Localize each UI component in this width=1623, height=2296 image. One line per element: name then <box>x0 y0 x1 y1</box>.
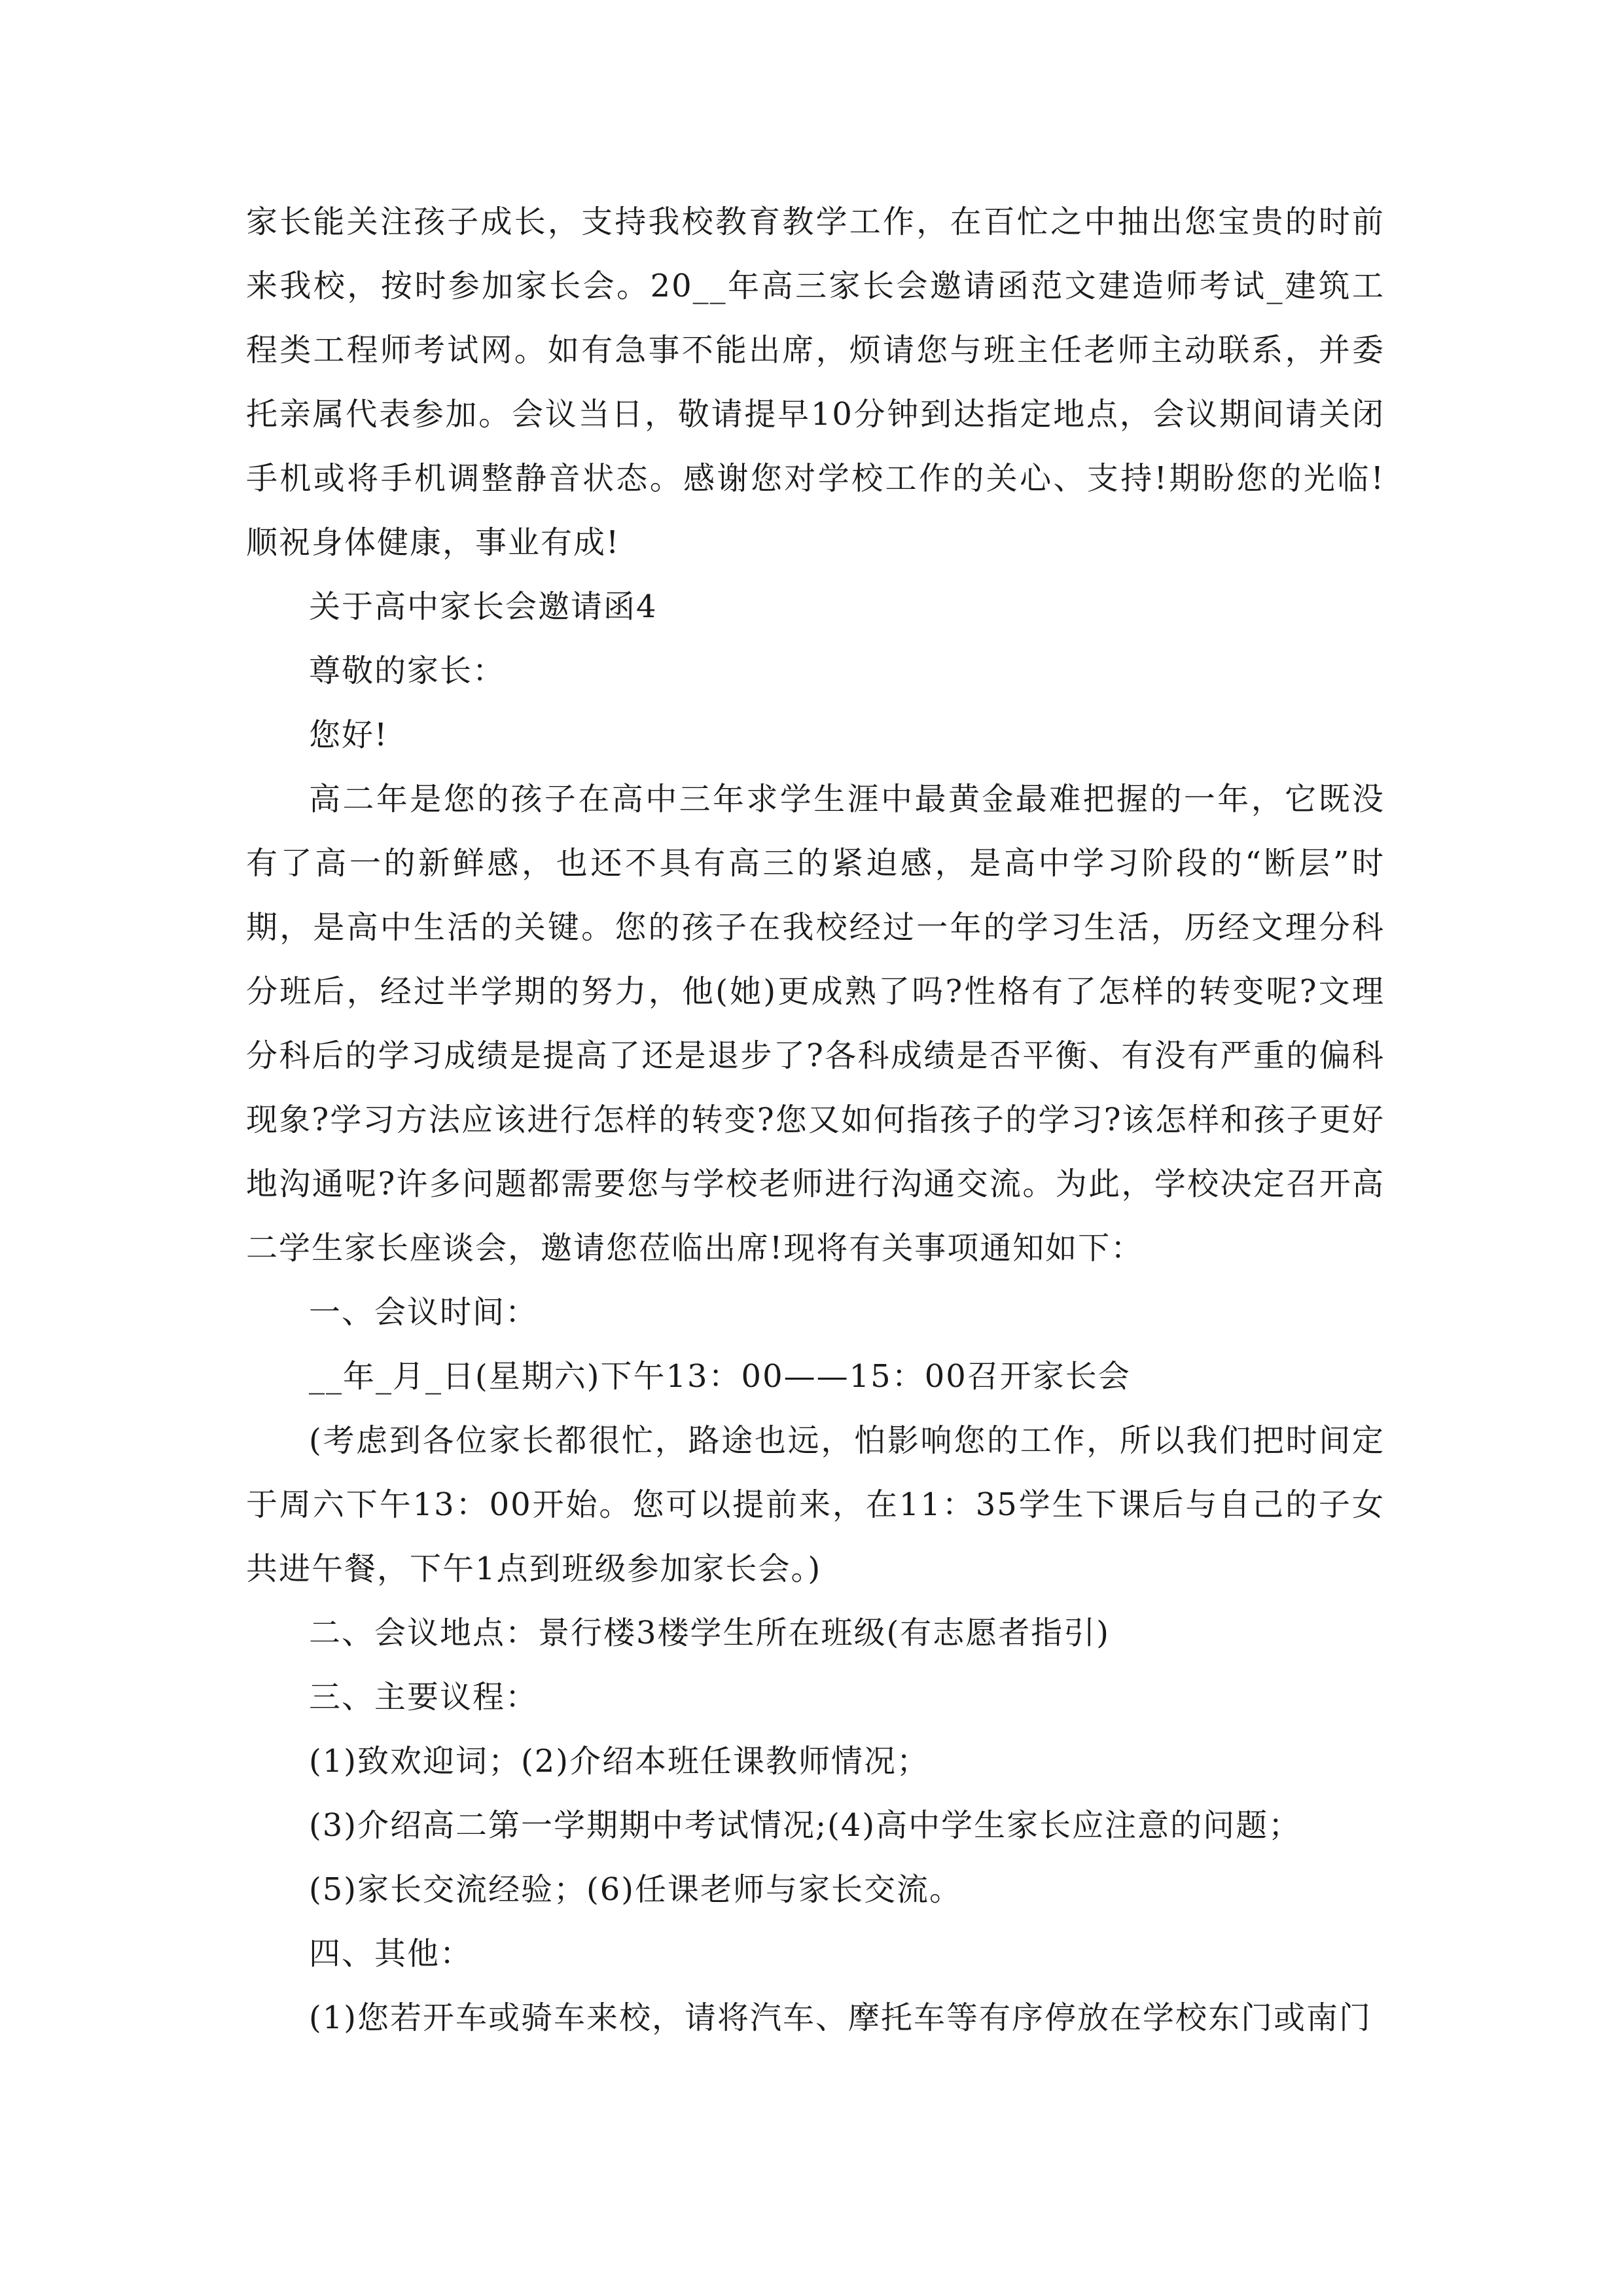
heading-other: 四、其他： <box>309 1935 473 1972</box>
document-body <box>246 190 1385 2050</box>
agenda-item-1-2: (1)致欢迎词；(2)介绍本班任课教师情况； <box>309 1743 929 1780</box>
agenda-item-5-6: (5)家长交流经验；(6)任课老师与家长交流。 <box>309 1871 962 1908</box>
section-heading-invitation-4: 关于高中家长会邀请函4 <box>309 588 658 625</box>
agenda-item-3-4: (3)介绍高二第一学期期中考试情况;(4)高中学生家长应注意的问题； <box>309 1807 1302 1844</box>
paragraph-continued-invitation: 家长能关注孩子成长，支持我校教育教学工作，在百忙之中抽出您宝贵的时前来我校，按时参加家长会。20__年高三家长会邀请函范文建造师考试_建筑工程类工程师考试网。如有急事不能出席，烦请您与班主任老师主动联系，并委托亲属代表参加。会议当日，敬请提早10分钟到达指定地点，会议期间请关闭手机或将手机调整静音状态。感谢您对学校工作的关心、支持!期盼您的光临!顺祝身体健康，事业有成! <box>246 204 1385 561</box>
heading-agenda: 三、主要议程： <box>309 1679 539 1715</box>
meeting-time-note: (考虑到各位家长都很忙，路途也远，怕影响您的工作，所以我们把时间定于周六下午13：00开始。您可以提前来，在11：35学生下课后与自己的子女共进午餐，下午1点到班级参加家长会。) <box>246 1422 1385 1587</box>
heading-meeting-location: 二、会议地点：景行楼3楼学生所在班级(有志愿者指引) <box>309 1615 1110 1651</box>
other-item-1: (1)您若开车或骑车来校，请将汽车、摩托车等有序停放在学校东门或南门 <box>309 2000 1372 2036</box>
salutation: 尊敬的家长： <box>309 653 506 689</box>
meeting-time-detail: __年_月_日(星期六)下午13：00——15：00召开家长会 <box>309 1358 1131 1395</box>
heading-meeting-time: 一、会议时间： <box>309 1294 539 1331</box>
greeting: 您好! <box>309 717 389 753</box>
paragraph-introduction: 高二年是您的孩子在高中三年求学生涯中最黄金最难把握的一年，它既没有了高一的新鲜感，也还不具有高三的紧迫感，是高中学习阶段的“断层”时期，是高中生活的关键。您的孩子在我校经过一年的学习生活，历经文理分科分班后，经过半学期的努力，他(她)更成熟了吗?性格有了怎样的转变呢?文理分科后的学习成绩是提高了还是退步了?各科成绩是否平衡、有没有严重的偏科现象?学习方法应该进行怎样的转变?您又如何指孩子的学习?该怎样和孩子更好地沟通呢?许多问题都需要您与学校老师进行沟通交流。为此，学校决定召开高二学生家长座谈会，邀请您莅临出席!现将有关事项通知如下： <box>246 781 1385 1266</box>
